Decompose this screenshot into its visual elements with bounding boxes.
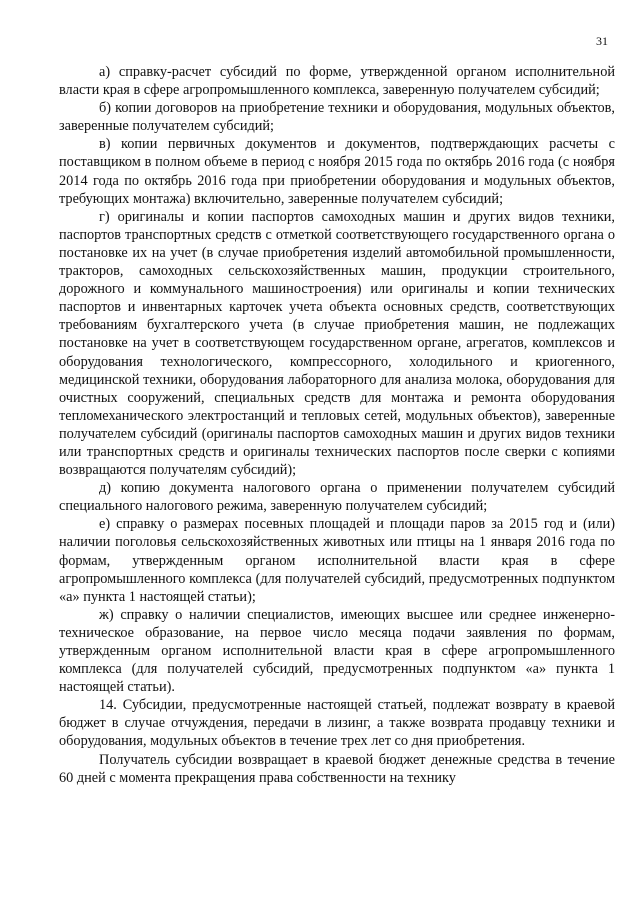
paragraph-item-b: б) копии договоров на приобретение техники и оборудования, модульных объектов, заверенные получателем субсидий; — [59, 100, 615, 135]
paragraph-item-d: д) копию документа налогового органа о применении получателем субсидий специального налогового режима, заверенную получателем субсидий; — [59, 480, 615, 515]
paragraph-item-e: е) справку о размерах посевных площадей и площади паров за 2015 год и (или) наличии поголовья сельскохозяйственных животных или птицы на 1 января 2016 года по формам, утвержденным органом исполнительной власти края в сфере агропромышленного комплекса (для получателей субсидий, предусмотренных подпунктом «а» пункта 1 настоящей статьи); — [59, 516, 615, 605]
document-body — [59, 63, 615, 787]
paragraph-item-zh: ж) справку о наличии специалистов, имеющих высшее или среднее инженерно-техническое образование, на первое число месяца подачи заявления по формам, утвержденным органом исполнительной власти края в сфере агропромышленного комплекса (для получателей субсидий, предусмотренных подпунктом «а» пункта 1 настоящей статьи). — [59, 606, 615, 696]
page-number: 31 — [596, 34, 608, 48]
paragraph-item-a: а) справку-расчет субсидий по форме, утвержденной органом исполнительной власти края в сфере агропромышленного комплекса, заверенную получателем субсидий; — [59, 64, 615, 99]
paragraph-item-g: г) оригиналы и копии паспортов самоходных машин и других видов техники, паспортов транспортных средств с отметкой соответствующего государственного органа о постановке их на учет (в случае приобретения изделий автомобильной промышленности, тракторов, самоходных сельскохозяйственных машин, продукции строительного, дорожного и коммунального машиностроения) или оригиналы и копии технических паспортов и инвентарных карточек учета объекта основных средств, соответствующих требованиям бухгалтерского учета (в случае приобретения машин, не подлежащих постановке на учет в соответствующем государственном органе, агрегатов, комплексов и оборудования технологического, компрессорного, холодильного и криогенного, медицинской техники, оборудования лабораторного для анализа молока, оборудования для очистных сооружений, специальных средств для монтажа и ремонта оборудования тепломеханического электростанций и тепловых сетей, модульных объектов), заверенные получателем субсидий (оригиналы паспортов самоходных машин и других видов техники или транспортных средств и оригиналы технических паспортов после сверки с копиями возвращаются получателям субсидий); — [59, 208, 615, 479]
paragraph-return-terms: Получатель субсидии возвращает в краевой бюджет денежные средства в течение 60 дней с момента прекращения права собственности на технику — [59, 751, 615, 786]
paragraph-item-v: в) копии первичных документов и документов, подтверждающих расчеты с поставщиком в полном объеме в период с ноября 2015 года по октябрь 2016 года (с ноября 2014 года по октябрь 2016 года при приобретении оборудования и модульных объектов, требующих монтажа) включительно, заверенные получателем субсидий; — [59, 136, 615, 207]
paragraph-section-14: 14. Субсидии, предусмотренные настоящей статьей, подлежат возврату в краевой бюджет в случае отчуждения, передачи в лизинг, а также возврата продавцу техники и оборудования, модульных объектов в течение трех лет со дня приобретения. — [59, 697, 615, 750]
